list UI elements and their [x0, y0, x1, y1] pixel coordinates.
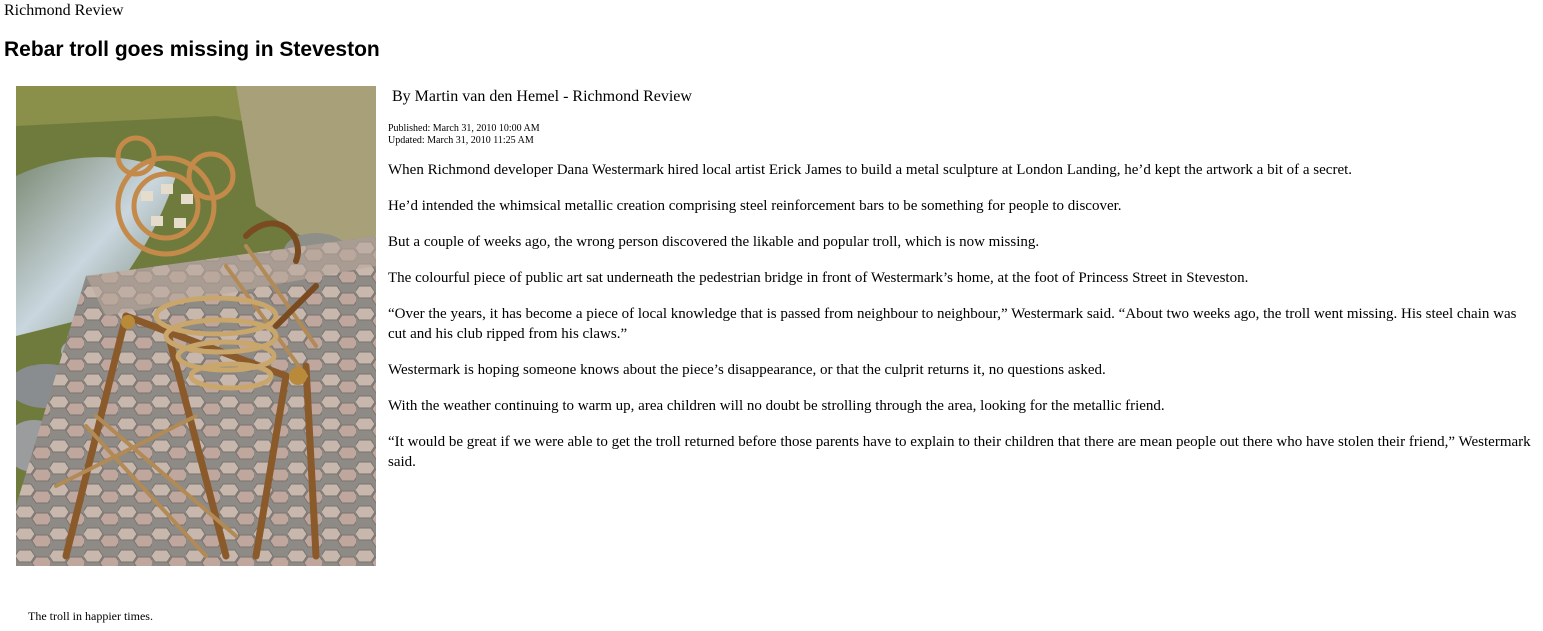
article-paragraph: Westermark is hoping someone knows about the piece’s disappearance, or that the culprit returns it, no questions asked. [388, 362, 1106, 378]
article-paragraph: When Richmond developer Dana Westermark hired local artist Erick James to build a metal sculpture at London Landing, he’d kept the artwork a bit of a secret. [388, 162, 1353, 178]
article-dates [388, 123, 1536, 147]
article-headline: Rebar troll goes missing in Steveston [4, 38, 380, 61]
article-paragraph: With the weather continuing to warm up, area children will no doubt be strolling through the area, looking for the metallic friend. [388, 398, 1165, 414]
article-paragraph: But a couple of weeks ago, the wrong person discovered the likable and popular troll, which is now missing. [388, 234, 1040, 250]
troll-sculpture-photo [16, 86, 376, 566]
article-paragraph: “Over the years, it has become a piece of local knowledge that is passed from neighbour to neighbour,” Westermark said. “About two weeks ago, the troll went missing. His steel chain was cut and his club ripped from his claws.” [388, 306, 1517, 342]
article-paragraph: “It would be great if we were able to get the troll returned before those parents have to explain to their children that there are mean people out there who have stolen their friend,” Westermark said. [388, 434, 1531, 470]
published-date: Published: March 31, 2010 10:00 AM [388, 123, 540, 134]
article-body [388, 88, 1536, 488]
article-paragraphs [388, 160, 1536, 472]
byline: By Martin van den Hemel - Richmond Review [392, 88, 692, 105]
article-paragraph: The colourful piece of public art sat underneath the pedestrian bridge in front of Westermark’s home, at the foot of Princess Street in Steveston. [388, 270, 1249, 286]
article-paragraph: He’d intended the whimsical metallic creation comprising steel reinforcement bars to be something for people to discover. [388, 198, 1122, 214]
updated-date: Updated: March 31, 2010 11:25 AM [388, 135, 534, 146]
publication-name: Richmond Review [4, 2, 124, 19]
photo-caption: The troll in happier times. [28, 609, 153, 623]
